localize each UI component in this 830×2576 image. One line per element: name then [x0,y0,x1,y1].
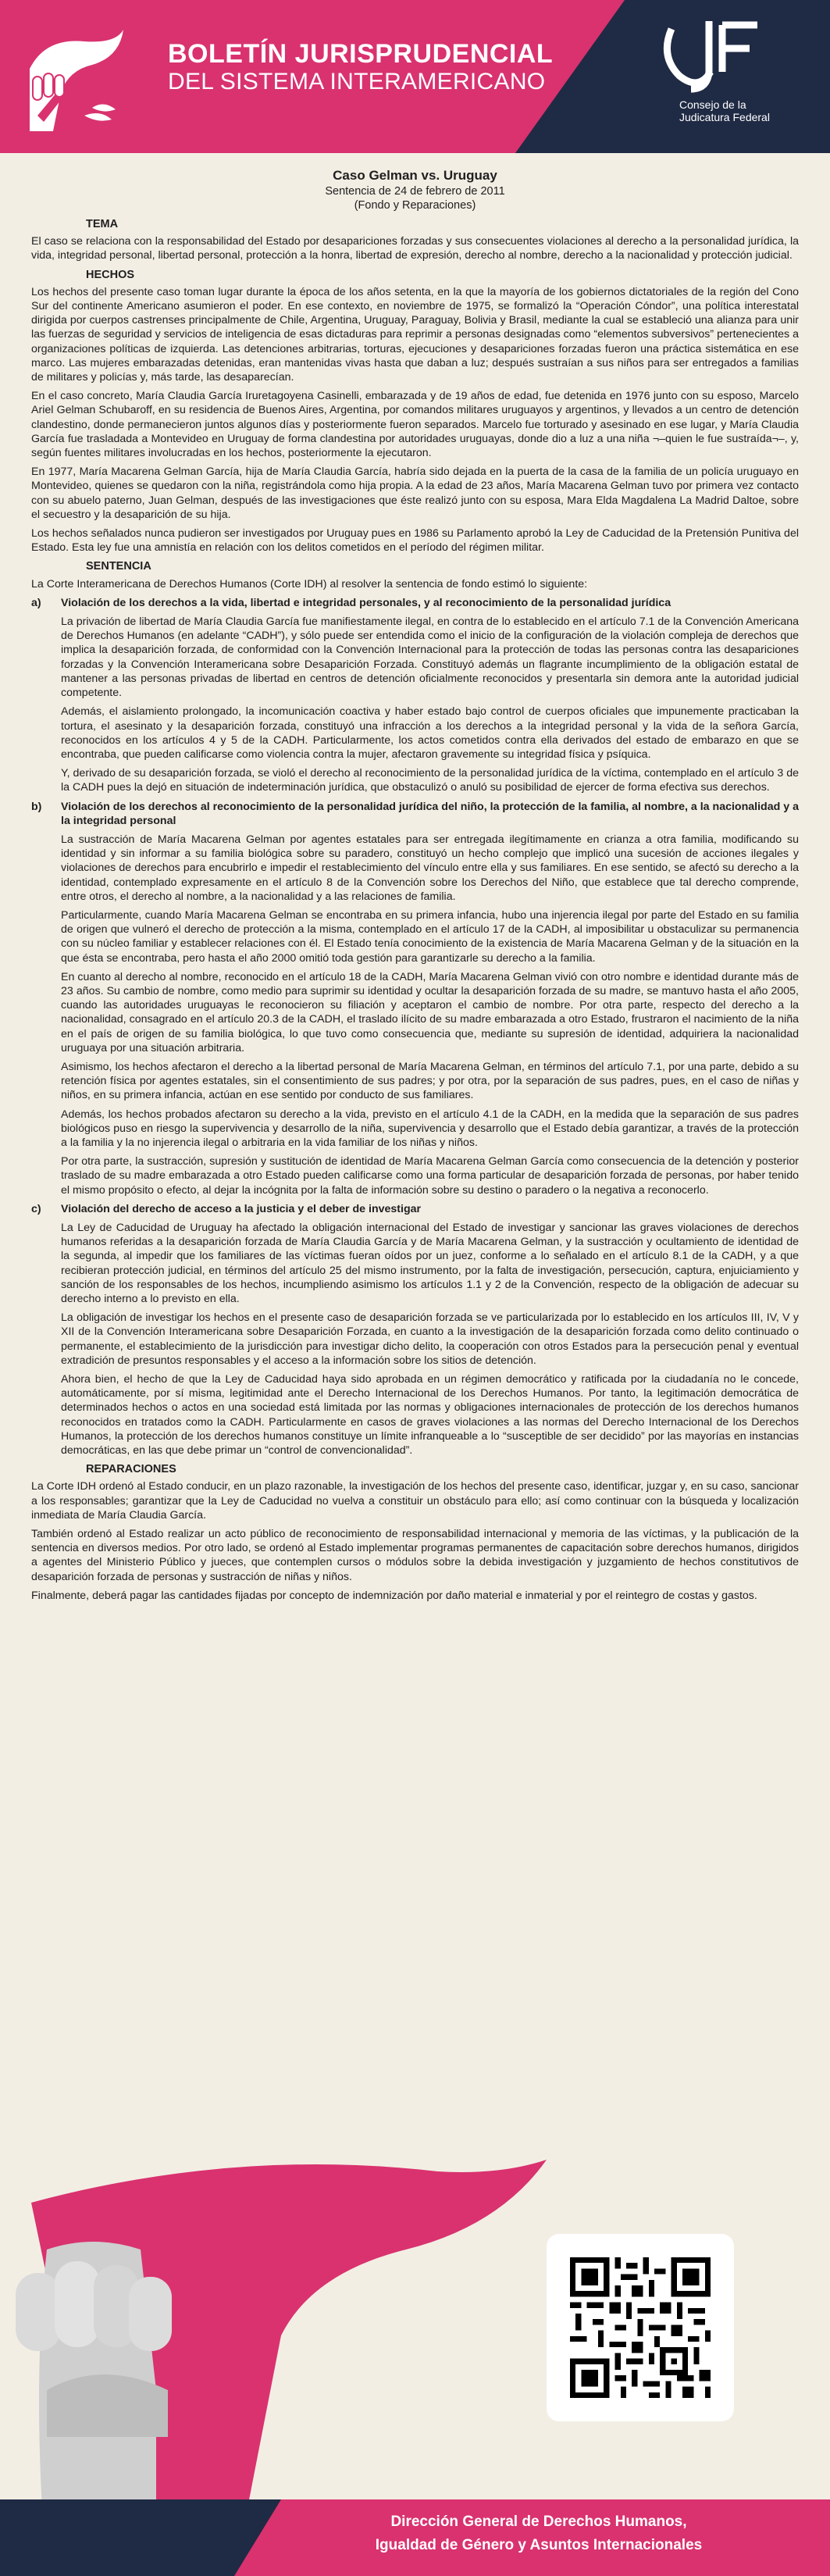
subsection-c-heading [31,1202,799,1216]
case-title: Caso Gelman vs. Uruguay [333,168,497,183]
cjf-logo-icon [656,17,765,95]
subsection-paragraph: Y, derivado de su desaparición forzada, se violó el derecho al reconocimiento de la personalidad jurídica de la víctima, contemplado en el artículo 3 de la CADH pues la dejó en situación de indeterminación jurídica, que obstaculizó o anuló su posibilidad de ejercer de forma efectiva sus derechos. [61,767,799,794]
header-banner [0,0,830,153]
subsection-title: Violación del derecho de acceso a la justicia y el deber de investigar [61,1202,422,1215]
reparaciones-paragraph: También ordenó al Estado realizar un acto público de reconocimiento de responsabilidad internacional y memoria de las víctimas, y la publicación de la sentencia en diversos medios. Por otro lado, se ordenó al Estado implementar programas permanentes de capacitación sobre derechos humanos, dirigidos a agentes del Ministerio Público y jueces, que contemplen cursos o módulos sobre la debida investigación y juzgamiento de hechos constitutivos de desaparición forzada de personas y sustracción de niñas y niños. [31,1528,799,1583]
subsection-paragraph: Particularmente, cuando María Macarena Gelman se encontraba en su primera infancia, hubo una injerencia ilegal por parte del Estado en su familia de origen que vulneró el derecho de protección a la misma, contemplado en el artículo 17 de la CADH, al imposibilitar u obstaculizar su permanencia con su núcleo familiar y establecer relaciones con él. El Estado tenía conocimiento de la existencia de María Macarena Gelman y de la situación en la que ésta se encontraba, pero hasta el año 2000 omitió toda gestión para garantizarle su derecho a la familia. [61,908,799,965]
subsection-b-body [31,833,799,1197]
subsection-paragraph: Además, el aislamiento prolongado, la incomunicación coactiva y haber estado bajo control de cuerpos oficiales que impunemente practicaban la tortura, el asesinato y la desaparición forzada, constituyó una infracción a los derechos a la integridad personal y la vida de la señora García, reconocidos en los artículos 4 y 5 de la CADH. Particularmente, los actos cometidos contra ella derivados del estado de embarazo en que se encontraba, que pueden calificarse como violencia contra la mujer, afectaron gravemente su integridad física y psíquica. [61,705,799,761]
subsection-c-body [31,1221,799,1457]
subsection-title: Violación de los derechos al reconocimiento de la personalidad jurídica del niño, la protección de la familia, al nombre, a la nacionalidad y a la integridad personal [61,800,799,827]
section-heading-reparaciones: REPARACIONES [86,1463,176,1476]
raised-fist-icon [14,22,127,139]
sentencia-intro: La Corte Interamericana de Derechos Humanos (Corte IDH) al resolver la sentencia de fondo estimó lo siguiente: [31,577,588,590]
subsection-marker: b) [31,800,42,813]
subsection-marker: a) [31,596,41,609]
subsection-a-body [31,615,799,794]
subsection-title: Violación de los derechos a la vida, libertad e integridad personales, y al reconocimiento de la personalidad jurídica [61,596,671,609]
subsection-paragraph: La privación de libertad de María Claudia García fue manifiestamente ilegal, en contra de lo establecido en el artículo 7.1 de la Convención Americana de Derechos Humanos (en adelante “CADH”), y sólo puede ser entendida como el inicio de la configuración de la violación compleja de derechos que implica la desaparición forzada, de conformidad con la Convención Internacional para la protección de todas las personas contra las desapariciones forzadas y la Convención Interamericana sobre Desaparición Forzada. Constituyó además un flagrante incumplimiento de la obligación estatal de mantener a las personas privadas de libertad en centros de detención oficialmente reconocidos y presentarla sin demora ante la autoridad judicial competente. [61,615,799,700]
subsection-paragraph: La Ley de Caducidad de Uruguay ha afectado la obligación internacional del Estado de investigar y sancionar las graves violaciones de derechos humanos referidas a la desaparición forzada de María Claudia García y de María Macarena Gelman, y la sustracción y ocultamiento de identidad de la segunda, al impedir que los familiares de las víctimas fueran oídos por un juez, conforme a lo señalado en el artículo 8.1 de la CADH, y a que recibieran protección judicial, en términos del artículo 25 del mismo instrumento, por la falta de investigación, persecución, captura, enjuiciamiento y sanción de los responsables de los hechos, incumpliendo asimismo los artículos 1.1 y 2 de la Convención, respecto de la obligación de adecuar su derecho interno a lo previsto en ella. [61,1222,799,1306]
bulletin-subtitle: DEL SISTEMA INTERAMERICANO [168,69,546,95]
subsection-marker: c) [31,1202,41,1215]
cjf-caption: Consejo de la Judicatura Federal [679,98,770,123]
subsection-paragraph: Además, los hechos probados afectaron su derecho a la vida, previsto en el artículo 4.1 de la CADH, en la medida que la separación de sus padres biológicos puso en riesgo la supervivencia y desarrollo de la niña, supervivencia y desarrollo que el Estado debía garantizar, a través de la protección a la familia y la no injerencia ilegal o arbitraria en la vida familiar de los niñas y niños. [61,1108,799,1149]
hechos-paragraph: Los hechos del presente caso toman lugar durante la época de los años setenta, en la que la mayoría de los gobiernos dictatoriales de la región del Cono Sur del continente Americano asumieron el poder. En ese contexto, en noviembre de 1975, se formalizó la “Operación Cóndor”, una política interestatal dirigida por cuerpos castrenses principalmente de Chile, Argentina, Uruguay, Paraguay, Bolivia y Brasil, mediante la cual se estableció una alianza para unir las fuerzas de seguridad y servicios de inteligencia de esas dictaduras para reprimir a personas designadas como “elementos subversivos” pertenecientes a organizaciones políticas de izquierda. Las detenciones arbitrarias, torturas, ejecuciones y desapariciones forzadas fueron una práctica sistemática en ese marco. Las mujeres embarazadas detenidas, eran mantenidas vivas hasta que daban a luz; después sustraían a sus niños para ser entregados a familias de militares y policías y, más tarde, las desaparecían. [31,285,799,384]
section-heading-tema: TEMA [86,218,119,230]
subsection-paragraph: Por otra parte, la sustracción, supresión y sustitución de identidad de María Macarena Gelman García como consecuencia de la detención y posterior traslado de su madre embarazada a otro Estado pueden calificarse como una forma particular de desaparición forzada de personas, por haber tenido el mismo propósito o efecto, al dejar la incógnita por la falta de información sobre su destino o paradero o la negativa a reconocerlo. [61,1155,799,1197]
subsection-paragraph: En cuanto al derecho al nombre, reconocido en el artículo 18 de la CADH, María Macarena Gelman vivió con otro nombre e identidad durante más de 23 años. Su cambio de nombre, como medio para suprimir su identidad y ocultar la desaparición forzada de su madre, se mantuvo hasta el año 2005, cuando las autoridades uruguayas le reconocieron su filiación y aceptaron el cambio de nombre. Por otra parte, respecto del derecho a la nacionalidad, consagrado en el artículo 20.3 de la CADH, el traslado ilícito de su madre embarazada a otro Estado, frustraron el nacimiento de la niña en el país de origen de su familia biológica, lo que tuvo como consecuencia que, mediante su supresión de identidad, adquiriera la nacionalidad uruguaya por una situación arbitraria. [61,970,799,1054]
bulletin-title: BOLETÍN JURISPRUDENCIAL [168,39,554,69]
hechos-paragraph: Los hechos señalados nunca pudieron ser investigados por Uruguay pues en 1986 su Parlamento aprobó la Ley de Caducidad de la Pretensión Punitiva del Estado. Esta ley fue una amnistía en relación con los delitos cometidos en el período del régimen militar. [31,527,799,555]
footer-dependency-line2: Igualdad de Género y Asuntos Internacionales [375,2537,703,2553]
case-kind: (Fondo y Reparaciones) [354,199,476,212]
tema-paragraph: El caso se relaciona con la responsabilidad del Estado por desapariciones forzadas y sus consecuentes violaciones al derecho a la personalidad jurídica, la vida, integridad personal, libertad personal, protección a la honra, libertad de expresión, derecho al nombre, derecho a la nacionalidad y protección judicial. [31,235,799,262]
subsection-b-heading [31,800,799,828]
reparaciones-paragraph: La Corte IDH ordenó al Estado conducir, en un plazo razonable, la investigación de los hechos del presente caso, identificar, juzgar y, en su caso, sancionar a los responsables; garantizar que la Ley de Caducidad no vuelva a constituir un obstáculo para ello; así como continuar con la búsqueda y localización inmediata de María Claudia García. [31,1480,799,1522]
qr-code-panel [547,2234,734,2421]
case-heading [31,167,799,212]
section-heading-sentencia: SENTENCIA [86,560,151,573]
qr-code-icon[interactable] [570,2257,711,2398]
case-date: Sentencia de 24 de febrero de 2011 [325,185,505,198]
subsection-paragraph: Ahora bien, el hecho de que la Ley de Caducidad haya sido aprobada en un régimen democrático y ratificada por la ciudadanía no le concede, automáticamente, por sí misma, legitimidad ante el Derecho Internacional de los Derechos Humanos. Por tanto, la legitimación democrática de determinados hechos o actos en una sociedad está limitada por las normas y obligaciones internacionales de protección de los derechos humanos reconocidos en tratados como la CADH. Particularmente en casos de graves violaciones a las normas del Derecho Internacional de los Derechos Humanos, la protección de los derechos humanos constituye un límite infranqueable a lo “susceptible de ser decidido” por las mayorías en instancias democráticas, en las que debe primar un “control de convencionalidad”. [61,1373,799,1457]
hechos-paragraph: En 1977, María Macarena Gelman García, hija de María Claudia García, habría sido dejada en la puerta de la casa de la familia de un policía uruguayo en Montevideo, quienes se quedaron con la niña, registrándola como hija propia. A la edad de 23 años, María Macarena Gelman tuvo por primera vez contacto con su abuelo paterno, Juan Gelman, después de las investigaciones que éste realizó junto con su esposa, Mara Elda Magdalena La Madrid Daltoe, sobre el secuestro y la desaparición de su hija. [31,466,799,521]
subsection-paragraph: Asimismo, los hechos afectaron el derecho a la libertad personal de María Macarena Gelman, en términos del artículo 7.1, por una parte, debido a su retención física por agentes estatales, sin el consentimiento de sus padres; y por otra, por la separación de sus padres, pues, en el caso de niñas y niños, en su primera infancia, actúan en ese sentido por conducto de sus familiares. [61,1060,799,1102]
section-heading-hechos: HECHOS [86,268,135,281]
subsection-paragraph: La sustracción de María Macarena Gelman por agentes estatales para ser entregada ilegítimamente en crianza a otra familia, modificando su identidad y sin informar a su familia biológica sobre su paradero, constituyó un hecho complejo que implicó una sucesión de acciones ilegales y violaciones de derechos para encubrirlo e impedir el restablecimiento del vínculo entre ella y sus familiares. En ese sentido, se afectó su derecho a la identidad, contemplado expresamente en el artículo 8 de la Convención sobre los Derechos del Niño, que establece que tal derecho comprende, entre otros, el derecho al nombre, a la nacionalidad y a las relaciones de familia. [61,833,799,903]
footer-dependency-line1: Dirección General de Derechos Humanos, [390,2514,687,2530]
subsection-a-heading [31,596,799,610]
bulletin-content [31,164,799,1607]
hechos-paragraph: En el caso concreto, María Claudia García Iruretagoyena Casinelli, embarazada y de 19 años de edad, fue detenida en 1976 junto con su esposo, Marcelo Ariel Gelman Schubaroff, en su residencia de Buenos Aires, Argentina, por comandos militares uruguayos y argentinos, y llevados a un centro de detención clandestino, donde permanecieron juntos algunos días y posteriormente fueron separados. Marcelo fue torturado y asesinado en ese lugar, y María Claudia García fue trasladada a Montevideo en Uruguay de forma clandestina por autoridades uruguayas, donde dio a luz a una niña ¬–quien le fue sustraída¬–, y, según fuentes militares involucradas en los hechos, posteriormente la ejecutaron. [31,390,799,460]
subsection-paragraph: La obligación de investigar los hechos en el presente caso de desaparición forzada se ve particularizada por lo establecido en los artículos III, IV, V y XII de la Convención Interamericana sobre Desaparición Forzada, en cuanto a la investigación de la desaparición forzada como delito continuado o permanente, el establecimiento de la jurisdicción para investigar dicho delito, la cooperación con otros Estados para la persecución penal y eventual extradición de presuntos responsables y el acceso a la información sobre los sitios de detención. [61,1311,799,1367]
reparaciones-paragraph: Finalmente, deberá pagar las cantidades fijadas por concepto de indemnización por daño material e inmaterial y por el reintegro de costas y gastos. [31,1589,757,1602]
